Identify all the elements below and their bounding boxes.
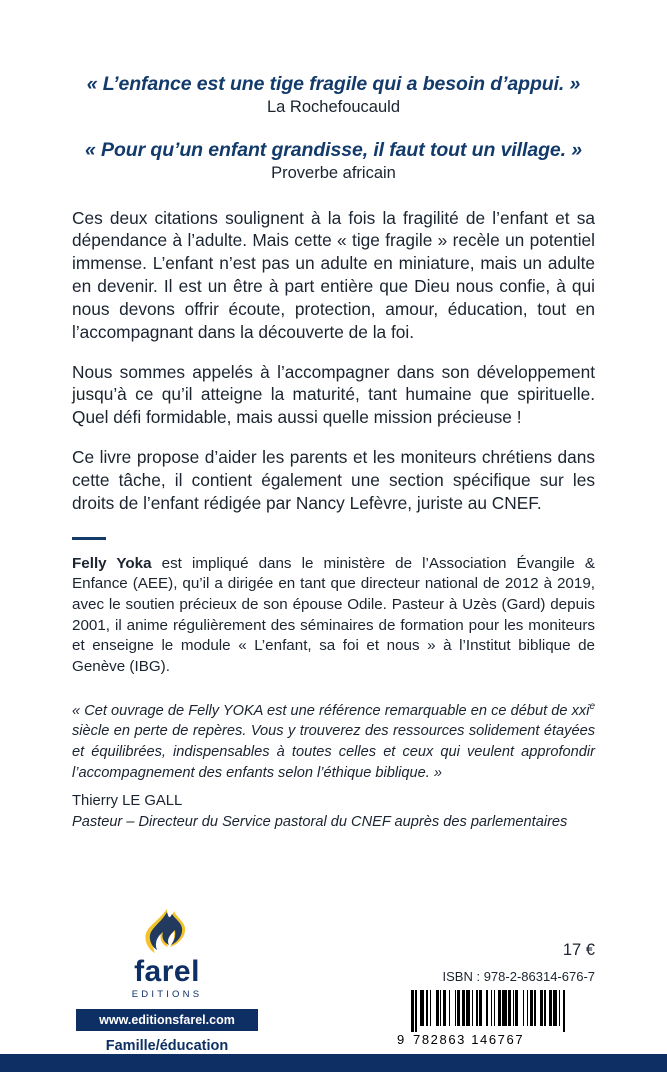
cover-footer bbox=[0, 912, 667, 1072]
endorsement-section bbox=[72, 700, 595, 832]
author-name: Felly Yoka bbox=[72, 554, 152, 572]
endorsement-quote bbox=[72, 700, 595, 784]
quotes-section bbox=[72, 72, 595, 185]
publisher-block bbox=[62, 909, 272, 1054]
quote-author-2: Proverbe africain bbox=[271, 164, 396, 183]
endorsement-quote-part-2: siècle en perte de repères. Vous y trouverez des ressources solidement étayées et équilibrées, indispensables à toutes celles et ceux qui veulent approfondir l’accompagnement des enfants selon l’éthique biblique. » bbox=[72, 723, 595, 781]
quote-text-2: « Pour qu’un enfant grandisse, il faut tout un village. » bbox=[84, 138, 583, 161]
endorser-name: Thierry LE GALL bbox=[72, 793, 183, 810]
quote-text-1: « L’enfance est une tige fragile qui a besoin d’appui. » bbox=[86, 73, 581, 95]
publisher-website[interactable]: www.editionsfarel.com bbox=[76, 1009, 258, 1031]
body-paragraph-1: Ces deux citations soulignent à la fois la fragilité de l’enfant et sa dépendance à l’adulte. Mais cette « tige fragile » recèle un potentiel immense. L’enfant n’est pas un adulte en miniature, mais un adulte en devenir. Il est un être à part entière que Dieu nous confie, à qui nous devons offrir écoute, protection, amour, éducation, tout en l’accompagnant dans la découverte de la foi. bbox=[72, 207, 595, 342]
flame-logo-icon bbox=[141, 909, 193, 955]
endorsement-century-suffix: e bbox=[589, 700, 595, 712]
quote-author-1: La Rochefoucauld bbox=[266, 98, 400, 117]
cover-content bbox=[0, 72, 667, 832]
back-cover-page bbox=[0, 72, 667, 1072]
endorser-title: Pasteur – Directeur du Service pastoral du CNEF auprès des parlementaires bbox=[72, 813, 568, 830]
book-category: Famille/éducation bbox=[105, 1038, 229, 1054]
author-bio-paragraph bbox=[72, 554, 595, 678]
endorsement-quote-part-1: « Cet ouvrage de Felly YOKA est une référence remarquable en ce début de bbox=[72, 702, 572, 719]
publisher-name: farel bbox=[134, 955, 200, 988]
endorsement-century-roman: xxi bbox=[571, 702, 590, 719]
barcode-bars bbox=[397, 990, 597, 1032]
body-paragraph-3: Ce livre propose d’aider les parents et les moniteurs chrétiens dans cette tâche, il contient également une section spécifique sur les droits de l’enfant rédigée par Nancy Lefèvre, juriste au CNEF. bbox=[72, 447, 595, 513]
barcode-digits bbox=[397, 1032, 597, 1047]
publisher-subtitle: EDITIONS bbox=[131, 989, 203, 1000]
barcode-lead-digit: 9 bbox=[397, 1032, 406, 1047]
author-bio-section bbox=[72, 554, 595, 678]
isbn-label: ISBN : 978-2-86314-676-7 bbox=[442, 969, 595, 984]
barcode-main-digits: 782863 146767 bbox=[413, 1032, 525, 1047]
price-label: 17 € bbox=[562, 941, 595, 959]
body-paragraph-2: Nous sommes appelés à l’accompagner dans son développement jusqu’à ce qu’il atteigne la maturité, tant humaine que spirituelle. Quel défi formidable, mais aussi quelle mission précieuse ! bbox=[72, 361, 595, 428]
section-divider bbox=[72, 537, 106, 540]
author-bio-text: est impliqué dans le ministère de l’Association Évangile & Enfance (AEE), qu’il a dirigée en tant que directeur national de 2012 à 2019, avec le soutien précieux de son épouse Odile. Pasteur à Uzès (Gard) depuis 2001, il anime régulièrement des séminaires de formation pour les moniteurs et enseigne le module « L’enfant, sa foi et nous » à l’Institut biblique de Genève (IBG). bbox=[72, 554, 595, 675]
footer-bar bbox=[0, 1054, 667, 1072]
barcode bbox=[397, 990, 597, 1047]
body-text-section bbox=[72, 207, 595, 515]
